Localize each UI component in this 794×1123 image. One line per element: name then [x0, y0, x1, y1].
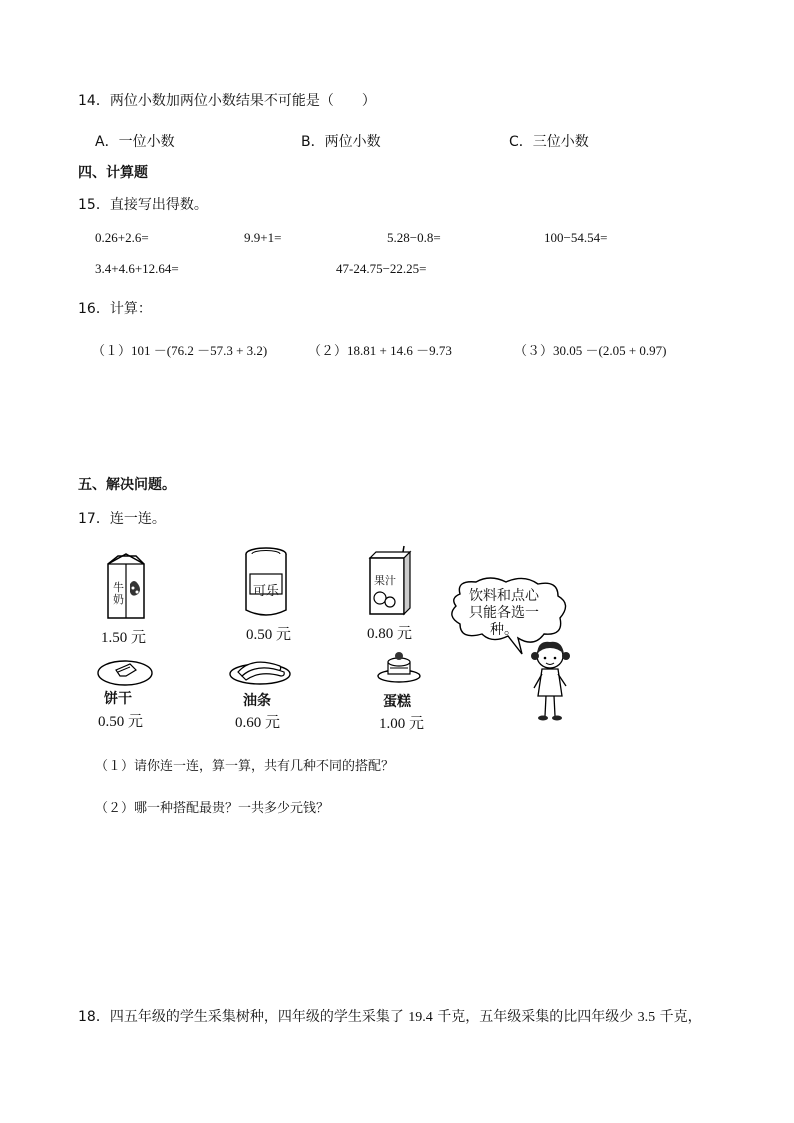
- biscuit-price: 0.50 元: [98, 714, 144, 730]
- calc-item-4: 100−54.54=: [544, 230, 608, 245]
- juice-pack-label: 果汁: [374, 574, 396, 587]
- option-a: A．一位小数: [95, 134, 175, 150]
- option-b: B．两位小数: [301, 134, 381, 150]
- question-17-sub-2: （２）哪一种搭配最贵？一共多少元钱？: [95, 801, 330, 816]
- section-4-title: 四、计算题: [78, 165, 148, 181]
- calc-item-3: 5.28−0.8=: [387, 230, 441, 245]
- cola-pack-label: 可乐: [253, 584, 280, 599]
- biscuit-label: 饼干: [104, 691, 132, 707]
- cake-price: 1.00 元: [379, 716, 425, 732]
- question-16: 16．计算：: [78, 301, 152, 317]
- biscuit-plate-illustration: [96, 656, 154, 686]
- milk-pack-label: 牛 奶: [113, 581, 124, 606]
- question-17: 17．连一连。: [78, 511, 166, 527]
- cola-price: 0.50 元: [246, 627, 292, 643]
- option-c: C．三位小数: [509, 134, 589, 150]
- section-5-title: 五、解决问题。: [78, 477, 176, 493]
- youtiao-price: 0.60 元: [235, 715, 281, 731]
- youtiao-label: 油条: [243, 693, 271, 709]
- youtiao-plate-illustration: [228, 652, 292, 686]
- calc-item-6: 47-24.75−22.25=: [336, 261, 427, 276]
- milk-price: 1.50 元: [101, 630, 147, 646]
- speech-bubble-text: 饮料和点心 只能各选一 种。: [469, 588, 539, 638]
- compute-item-3: （３）30.05 －(2.05 + 0.97): [514, 343, 667, 358]
- question-15: 15．直接写出得数。: [78, 197, 208, 213]
- calc-item-1: 0.26+2.6=: [95, 230, 149, 245]
- cake-label: 蛋糕: [383, 694, 411, 710]
- question-14: 14．两位小数加两位小数结果不可能是（ ）: [78, 93, 376, 109]
- milk-carton-illustration: [100, 550, 152, 622]
- calc-item-5: 3.4+4.6+12.64=: [95, 261, 179, 276]
- cake-plate-illustration: [376, 648, 422, 684]
- question-18: 18．四五年级的学生采集树种，四年级的学生采集了 19.4 千克，五年级采集的比四年级少 3.5 千克，: [78, 1009, 702, 1025]
- question-17-sub-1: （１）请你连一连，算一算，共有几种不同的搭配？: [95, 759, 395, 774]
- calc-item-2: 9.9+1=: [244, 230, 282, 245]
- compute-item-2: （２）18.81 + 14.6 －9.73: [308, 343, 452, 358]
- juice-price: 0.80 元: [367, 626, 413, 642]
- compute-item-1: （１）101 －(76.2 －57.3 + 3.2): [92, 343, 268, 358]
